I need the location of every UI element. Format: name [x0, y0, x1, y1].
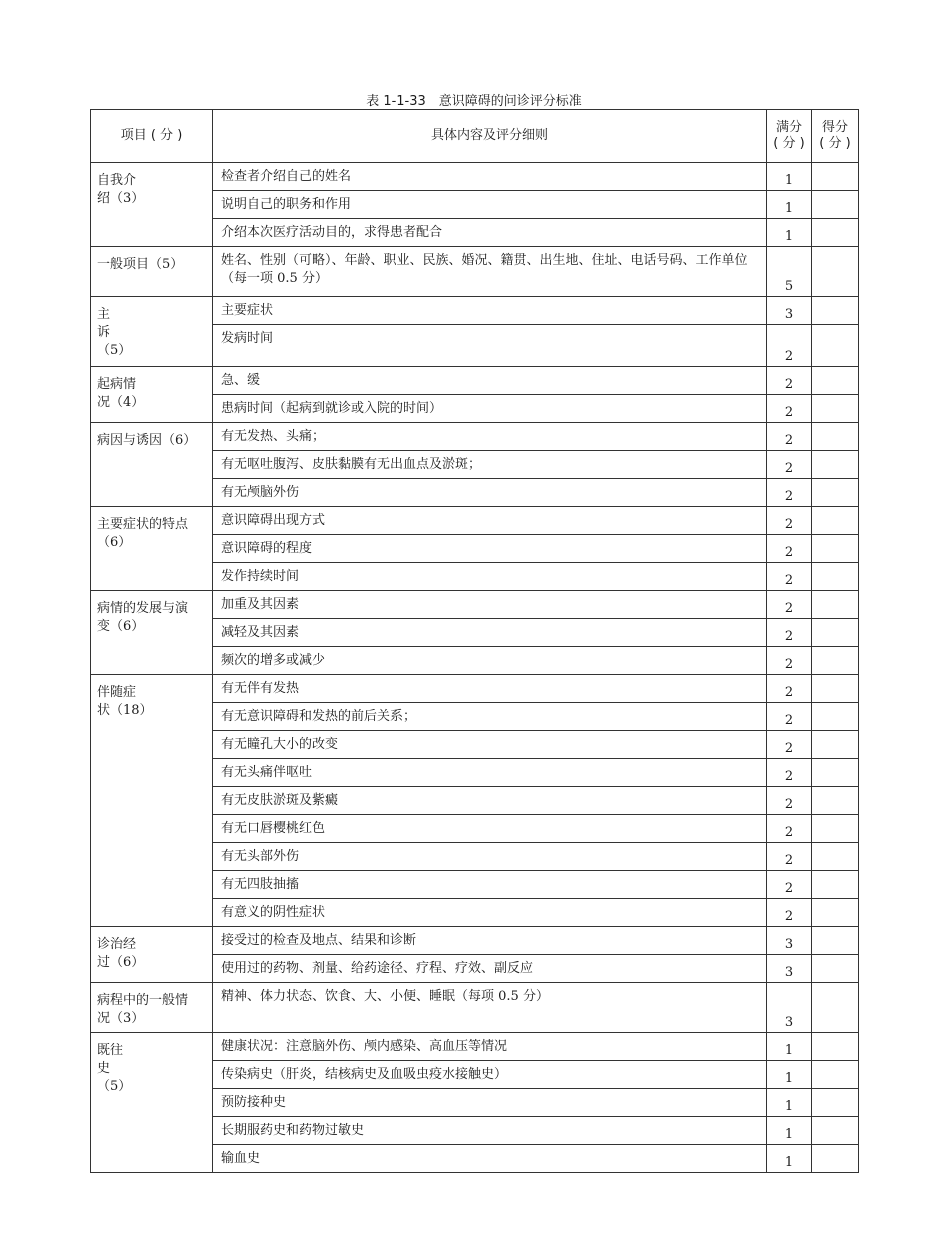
table-row — [91, 297, 859, 325]
score-obtained-cell[interactable] — [812, 591, 859, 619]
category-cell: 既往 史 （5） — [91, 1033, 213, 1173]
header-full-score: 满分 ( 分 ) — [767, 110, 812, 163]
full-score-cell: 1 — [767, 219, 812, 247]
content-cell: 传染病史（肝炎，结核病史及血吸虫疫水接触史） — [213, 1061, 767, 1089]
header-item: 项目 ( 分 ) — [91, 110, 213, 163]
score-obtained-cell[interactable] — [812, 1117, 859, 1145]
table-row — [91, 927, 859, 955]
full-score-cell: 2 — [767, 563, 812, 591]
score-obtained-cell[interactable] — [812, 759, 859, 787]
content-cell: 精神、体力状态、饮食、大、小便、睡眠（每项 0.5 分） — [213, 983, 767, 1033]
score-obtained-cell[interactable] — [812, 423, 859, 451]
score-obtained-cell[interactable] — [812, 731, 859, 759]
score-obtained-cell[interactable] — [812, 219, 859, 247]
content-cell: 说明自己的职务和作用 — [213, 191, 767, 219]
table-row — [91, 507, 859, 535]
category-cell: 主 诉 （5） — [91, 297, 213, 367]
table-header-row — [91, 110, 859, 163]
content-cell: 意识障碍的程度 — [213, 535, 767, 563]
table-row — [91, 675, 859, 703]
score-obtained-cell[interactable] — [812, 899, 859, 927]
content-cell: 有无头痛伴呕吐 — [213, 759, 767, 787]
full-score-cell: 2 — [767, 871, 812, 899]
full-score-cell: 2 — [767, 843, 812, 871]
score-obtained-cell[interactable] — [812, 163, 859, 191]
full-score-cell: 2 — [767, 619, 812, 647]
content-cell: 主要症状 — [213, 297, 767, 325]
category-cell: 一般项目（5） — [91, 247, 213, 297]
score-obtained-cell[interactable] — [812, 927, 859, 955]
full-score-cell: 2 — [767, 591, 812, 619]
content-cell: 接受过的检查及地点、结果和诊断 — [213, 927, 767, 955]
full-score-cell: 1 — [767, 1145, 812, 1173]
full-score-cell: 1 — [767, 1033, 812, 1061]
header-content: 具体内容及评分细则 — [213, 110, 767, 163]
content-cell: 有无口唇樱桃红色 — [213, 815, 767, 843]
table-row — [91, 163, 859, 191]
full-score-cell: 2 — [767, 675, 812, 703]
score-obtained-cell[interactable] — [812, 619, 859, 647]
content-cell: 急、缓 — [213, 367, 767, 395]
content-cell: 意识障碍出现方式 — [213, 507, 767, 535]
full-score-cell: 1 — [767, 1117, 812, 1145]
table-row — [91, 591, 859, 619]
full-score-cell: 2 — [767, 787, 812, 815]
content-cell: 有无瞳孔大小的改变 — [213, 731, 767, 759]
content-cell: 有无发热、头痛； — [213, 423, 767, 451]
full-score-cell: 2 — [767, 647, 812, 675]
score-obtained-cell[interactable] — [812, 675, 859, 703]
content-cell: 发病时间 — [213, 325, 767, 367]
full-score-cell: 2 — [767, 535, 812, 563]
content-cell: 有无皮肤淤斑及紫癜 — [213, 787, 767, 815]
scoring-table — [90, 109, 859, 1173]
full-score-cell: 2 — [767, 325, 812, 367]
content-cell: 有意义的阴性症状 — [213, 899, 767, 927]
score-obtained-cell[interactable] — [812, 787, 859, 815]
content-cell: 加重及其因素 — [213, 591, 767, 619]
full-score-cell: 2 — [767, 451, 812, 479]
table-row — [91, 423, 859, 451]
content-cell: 患病时间（起病到就诊或入院的时间） — [213, 395, 767, 423]
full-score-cell: 3 — [767, 297, 812, 325]
category-cell: 病因与诱因（6） — [91, 423, 213, 507]
content-cell: 有无意识障碍和发热的前后关系； — [213, 703, 767, 731]
full-score-cell: 2 — [767, 731, 812, 759]
full-score-cell: 3 — [767, 955, 812, 983]
table-row — [91, 1033, 859, 1061]
table-row — [91, 247, 859, 297]
content-cell: 检查者介绍自己的姓名 — [213, 163, 767, 191]
full-score-cell: 1 — [767, 191, 812, 219]
score-obtained-cell[interactable] — [812, 325, 859, 367]
table-body — [91, 163, 859, 1173]
category-cell: 伴随症 状（18） — [91, 675, 213, 927]
header-score-obtained: 得分 ( 分 ) — [812, 110, 859, 163]
full-score-cell: 1 — [767, 1089, 812, 1117]
full-score-cell: 1 — [767, 163, 812, 191]
category-cell: 诊治经 过（6） — [91, 927, 213, 983]
table-caption: 表 1-1-33 意识障碍的问诊评分标准 — [366, 94, 582, 109]
score-obtained-cell[interactable] — [812, 1033, 859, 1061]
content-cell: 输血史 — [213, 1145, 767, 1173]
content-cell: 姓名、性别（可略）、年龄、职业、民族、婚况、籍贯、出生地、住址、电话号码、工作单位（每一项 0.5 分） — [213, 247, 767, 297]
score-obtained-cell[interactable] — [812, 395, 859, 423]
full-score-cell: 3 — [767, 983, 812, 1033]
full-score-cell: 2 — [767, 759, 812, 787]
content-cell: 发作持续时间 — [213, 563, 767, 591]
score-obtained-cell[interactable] — [812, 535, 859, 563]
full-score-cell: 5 — [767, 247, 812, 297]
full-score-cell: 2 — [767, 507, 812, 535]
content-cell: 健康状况：注意脑外伤、颅内感染、高血压等情况 — [213, 1033, 767, 1061]
category-cell: 病程中的一般情 况（3） — [91, 983, 213, 1033]
score-obtained-cell[interactable] — [812, 297, 859, 325]
content-cell: 有无呕吐腹泻、皮肤黏膜有无出血点及淤斑； — [213, 451, 767, 479]
score-obtained-cell[interactable] — [812, 1145, 859, 1173]
content-cell: 介绍本次医疗活动目的，求得患者配合 — [213, 219, 767, 247]
score-obtained-cell[interactable] — [812, 451, 859, 479]
score-obtained-cell[interactable] — [812, 191, 859, 219]
full-score-cell: 2 — [767, 367, 812, 395]
score-obtained-cell[interactable] — [812, 955, 859, 983]
table-row — [91, 367, 859, 395]
content-cell: 有无伴有发热 — [213, 675, 767, 703]
score-obtained-cell[interactable] — [812, 843, 859, 871]
score-obtained-cell[interactable] — [812, 1089, 859, 1117]
full-score-cell: 2 — [767, 815, 812, 843]
content-cell: 预防接种史 — [213, 1089, 767, 1117]
full-score-cell: 2 — [767, 899, 812, 927]
content-cell: 长期服药史和药物过敏史 — [213, 1117, 767, 1145]
score-obtained-cell[interactable] — [812, 815, 859, 843]
content-cell: 有无颅脑外伤 — [213, 479, 767, 507]
category-cell: 起病情 况（4） — [91, 367, 213, 423]
score-obtained-cell[interactable] — [812, 367, 859, 395]
content-cell: 使用过的药物、剂量、给药途径、疗程、疗效、副反应 — [213, 955, 767, 983]
score-obtained-cell[interactable] — [812, 479, 859, 507]
score-obtained-cell[interactable] — [812, 703, 859, 731]
full-score-cell: 2 — [767, 423, 812, 451]
score-obtained-cell[interactable] — [812, 983, 859, 1033]
full-score-cell: 2 — [767, 395, 812, 423]
score-obtained-cell[interactable] — [812, 1061, 859, 1089]
category-cell: 自我介 绍（3） — [91, 163, 213, 247]
score-obtained-cell[interactable] — [812, 647, 859, 675]
score-obtained-cell[interactable] — [812, 247, 859, 297]
score-obtained-cell[interactable] — [812, 507, 859, 535]
category-cell: 病情的发展与演 变（6） — [91, 591, 213, 675]
full-score-cell: 2 — [767, 703, 812, 731]
full-score-cell: 1 — [767, 1061, 812, 1089]
content-cell: 频次的增多或减少 — [213, 647, 767, 675]
content-cell: 减轻及其因素 — [213, 619, 767, 647]
full-score-cell: 3 — [767, 927, 812, 955]
content-cell: 有无四肢抽搐 — [213, 871, 767, 899]
content-cell: 有无头部外伤 — [213, 843, 767, 871]
score-obtained-cell[interactable] — [812, 871, 859, 899]
table-row — [91, 983, 859, 1033]
score-obtained-cell[interactable] — [812, 563, 859, 591]
full-score-cell: 2 — [767, 479, 812, 507]
category-cell: 主要症状的特点 （6） — [91, 507, 213, 591]
